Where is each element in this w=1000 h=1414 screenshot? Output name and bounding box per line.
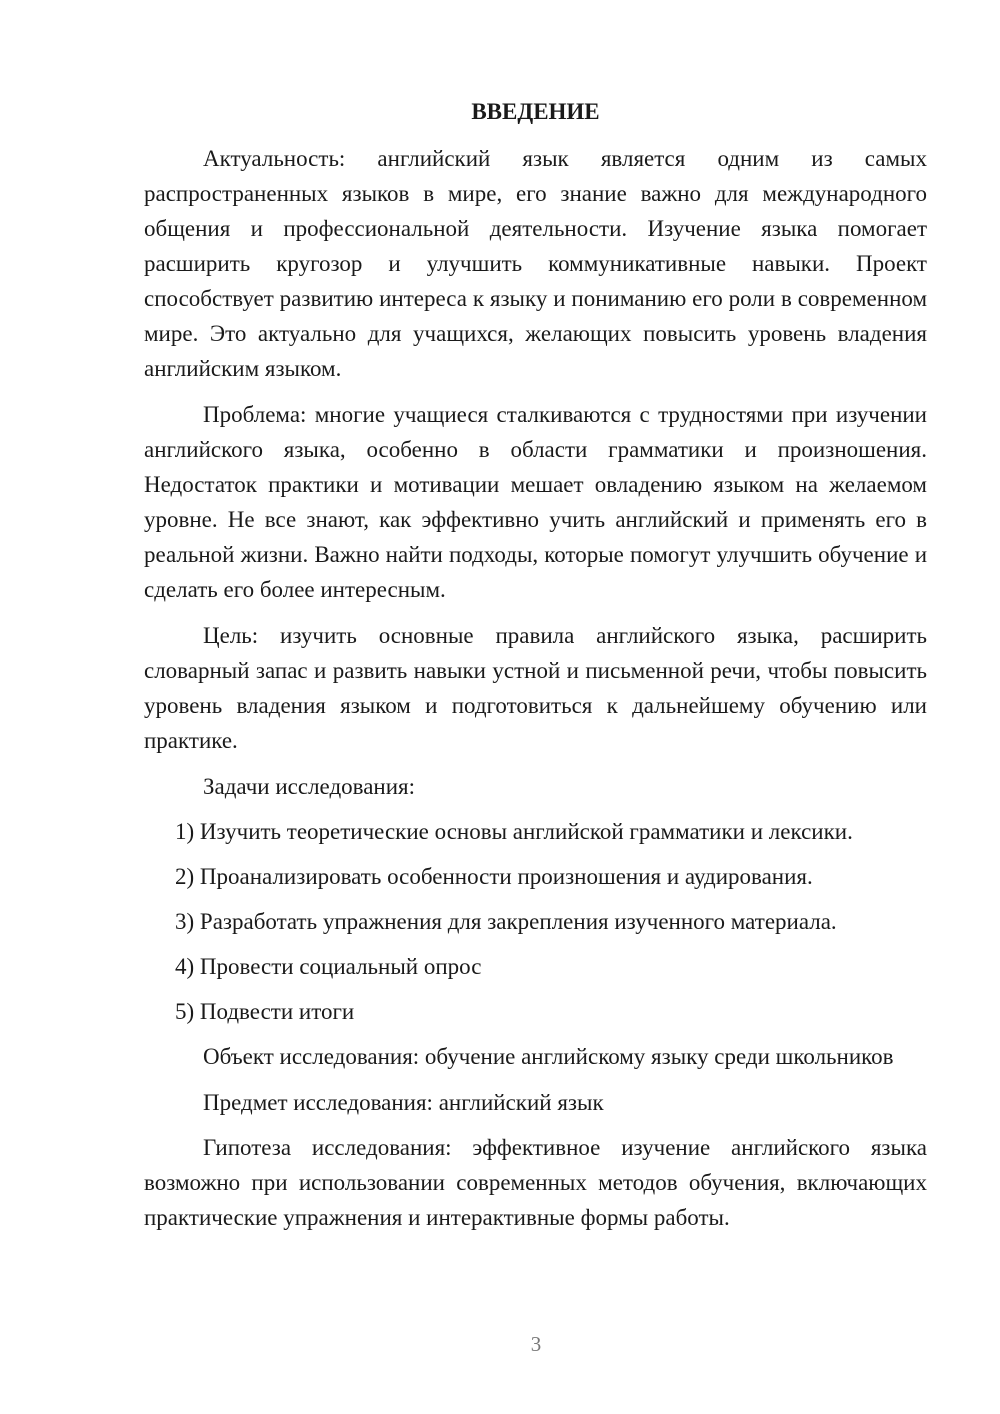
subject-paragraph: Предмет исследования: английский язык: [203, 1090, 604, 1115]
relevance-paragraph: Актуальность: английский язык является одним из самых распространенных языков в мире, его знание важно для международного общения и профессиональной деятельности. Изучение языка помогает расширить кругозор и улучшить коммуникативные навыки. Проект способствует развитию интереса к языку и пониманию его роли в современном мире. Это актуально для учащихся, желающих повысить уровень владения английским языком.: [144, 146, 927, 381]
task-item: 5) Подвести итоги: [175, 999, 355, 1024]
problem-paragraph: Проблема: многие учащиеся сталкиваются с трудностями при изучении английского языка, особенно в области грамматики и произношения. Недостаток практики и мотивации мешает овладению языком на желаемом уровне. Не все знают, как эффективно учить английский и применять его в реальной жизни. Важно найти подходы, которые помогут улучшить обучение и сделать его более интересным.: [144, 402, 927, 602]
object-paragraph: Объект исследования: обучение английскому языку среди школьников: [203, 1044, 894, 1069]
goal-paragraph: Цель: изучить основные правила английского языка, расширить словарный запас и развить навыки устной и письменной речи, чтобы повысить уровень владения языком и подготовиться к дальнейшему обучению или практике.: [144, 623, 927, 753]
task-item: 3) Разработать упражнения для закрепления изученного материала.: [175, 909, 837, 934]
page-number: 3: [530, 1332, 542, 1356]
task-item: 4) Провести социальный опрос: [175, 954, 482, 979]
task-item: 2) Проанализировать особенности произношения и аудирования.: [175, 864, 813, 889]
document-body: [144, 94, 927, 1246]
tasks-list: [144, 814, 927, 1029]
task-item: 1) Изучить теоретические основы английской грамматики и лексики.: [175, 819, 853, 844]
tasks-heading: Задачи исследования:: [203, 774, 416, 799]
hypothesis-paragraph: Гипотеза исследования: эффективное изучение английского языка возможно при использовании современных методов обучения, включающих практические упражнения и интерактивные формы работы.: [144, 1135, 927, 1230]
section-title: ВВЕДЕНИЕ: [471, 99, 600, 124]
